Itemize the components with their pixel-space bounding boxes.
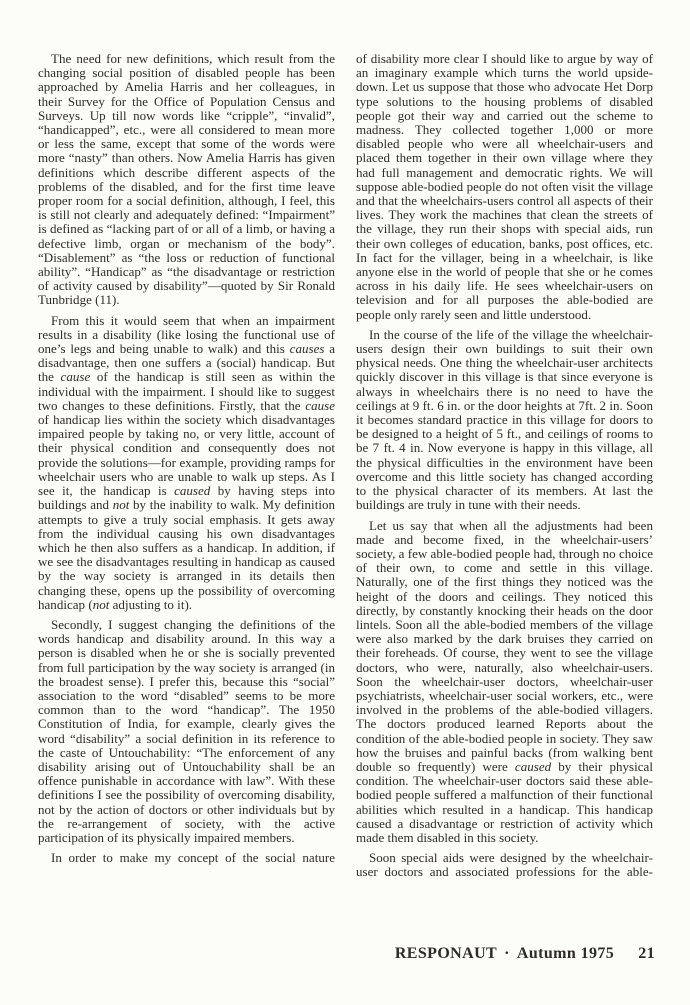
right-column bbox=[356, 52, 653, 880]
paragraph-in-order-to-make: In order to make my concept of the social nature bbox=[51, 850, 335, 866]
paragraph-impairment-disability: From this it would seem that when an impairment results in a disability (like losing the functional use of one’s legs and being unable to walk) and this causes a disadvantage, then one suffers a (social) handicap. But the cause of the handicap is still seen as within the individual with the impairment. I should like to suggest two changes to these definitions. Firstly, that the cause of handicap lies within the society which disadvantages impaired people by taking no, or very little, account of their physical condition and consequently does not provide the solutions—for example, providing ramps for wheelchair users who are unable to walk up steps. As I see it, the handicap is caused by having steps into buildings and not by the inability to walk. My definition attempts to give a truly social emphasis. It gets away from the individual causing his own disadvantages which he then also suffers as a handicap. In addition, if we see the disadvantages resulting in handicap as caused by the way society is arranged in its details then changing these, opens up the possibility of overcoming handicap (not adjusting to it). bbox=[38, 312, 336, 612]
paragraph-special-aids: Soon special aids were designed by the wheelchair-user doctors and associated professions for the able- bbox=[356, 850, 653, 880]
journal-name: RESPONAUT bbox=[394, 945, 498, 962]
issue-label: Autumn 1975 bbox=[516, 945, 615, 962]
paragraph-able-bodied-settlers: Let us say that when all the adjustments had been made and become fixed, in the wheelchair-users’ society, a few able-bodied people had, through no choice of their own, to come and settle in this village. Naturally, one of the first things they noticed was the height of the doors and ceilings. They noticed this directly, by constantly knocking their heads on the door lintels. Soon all the able-bodied members of the village were also marked by the dark bruises they carried on their foreheads. Of course, they went to see the village doctors, who were, naturally, also wheelchair-users. Soon the wheelchair-user doctors, wheelchair-user psychiatrists, wheelchair-user social workers, etc., were involved in the problems of the able-bodied villagers. The doctors produced learned Reports about the condition of the able-bodied people in society. They saw how the bruises and painful backs (from walking bent double so frequently) were caused by their physical condition. The wheelchair-user doctors said these able-bodied people suffered a malfunction of their functional abilities which resulted in a handicap. This handicap caused a disadvantage or restriction of activity which made them disabled in this society. bbox=[356, 517, 654, 845]
footer-separator: · bbox=[504, 945, 510, 962]
page-footer bbox=[395, 945, 655, 963]
paragraph-imaginary-village: of disability more clear I should like to argue by way of an imaginary example which turns the world upside-down. Let us suppose that those who advocate Het Dorp type solutions to the housing problems of disabled people got their way and carried out the scheme to madness. They collected together 1,000 or more disabled people who were all wheelchair-users and placed them together in their own village where they had full management and democratic rights. We will suppose able-bodied people do not often visit the village and that the wheelchairs-users control all aspects of their lives. They work the machines that clean the streets of the village, they run their shops with special aids, run their own colleges of education, banks, post offices, etc. In fact for the villager, being in a wheelchair, is like anyone else in the world of people that she or he comes across in his daily life. He sees wheelchair-users on television and for all purposes the able-bodied are people only rarely seen and little understood. bbox=[356, 51, 653, 322]
paragraph-village-buildings: In the course of the life of the village the wheelchair-users design their own buildings to suit their own physical needs. One thing the wheelchair-user architects quickly discover in this village is that since everyone is always in wheelchairs there is no need to have the ceilings at 9 ft. 6 in. or the door heights at 7ft. 2 in. Soon it becomes standard practice in this village for doors to be designed to a height of 5 ft., and ceilings of rooms to be 7 ft. 4 in. Now everyone is happy in this village, all the physical difficulties in the environment have been overcome and this little society has changed according to the physical character of its members. At last the buildings are truly in tune with their needs. bbox=[356, 326, 653, 513]
paragraph-secondly-definitions: Secondly, I suggest changing the definitions of the words handicap and disability around. In this way a person is disabled when he or she is socially prevented from full participation by the way society is arranged (in the broadest sense). I prefer this, because this “social” association to the word “disabled” seems to be more common than to the word “handicap”. The 1950 Constitution of India, for example, clearly gives the word “disability” a social definition in its reference to the caste of Untouchability: “The enforcement of any disability arising out of Untouchability shall be an offence punishable in accordance with law”. With these definitions I see the possibility of overcoming disability, not by the action of doctors or other individuals but by the re-arrangement of society, with the active participation of its physically impaired members. bbox=[38, 616, 335, 845]
paragraph-new-definitions: The need for new definitions, which result from the changing social position of disabled people has been approached by Amelia Harris and her colleagues, in their Survey for the Office of Population Census and Surveys. Up till now words like “cripple”, “invalid”, “handicapped”, etc., were all considered to mean more or less the same, except that some of the words were more “nasty” than others. Now Amelia Harris has given definitions which describe different aspects of the problems of the disabled, and for the first time leave proper room for a social definition, although, I feel, this is still not clearly and adequately defined: “Impairment” is defined as “lacking part of or all of a limb, or having a defective limb, organ or mechanism of the body”. “Disablement” as “the loss or reduction of functional ability”. “Handicap” as “the disadvantage or restriction of activity caused by disability”—quoted by Sir Ronald Tunbridge (11). bbox=[38, 51, 335, 308]
page-number: 21 bbox=[638, 945, 655, 962]
left-column bbox=[38, 52, 335, 880]
text-columns bbox=[38, 52, 653, 880]
